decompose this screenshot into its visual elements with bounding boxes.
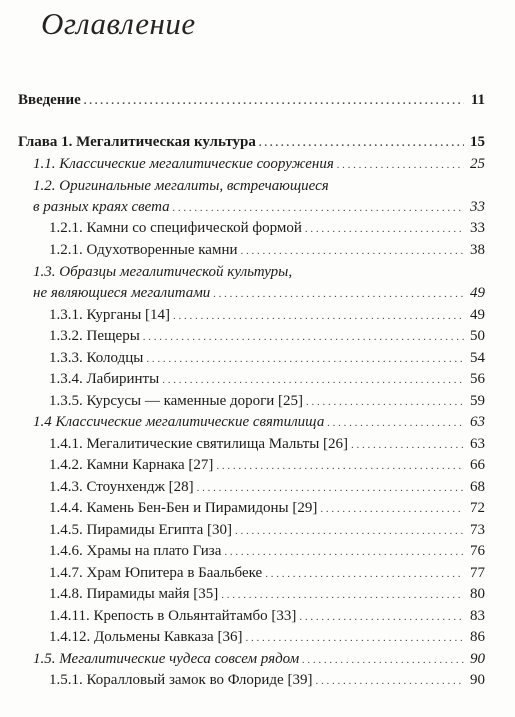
- toc-page-number: 90: [470, 651, 485, 667]
- toc-entry-subsection[interactable]: [49, 220, 485, 238]
- toc-page-number: 59: [470, 393, 485, 409]
- toc-page-number: 63: [470, 414, 485, 430]
- toc-entry-title: 1.5.1. Коралловый замок во Флориде [39]: [49, 672, 313, 688]
- toc-entry-title: 1.3.4. Лабиринты: [49, 371, 160, 387]
- toc-entry-title: 1.3.3. Колодцы: [49, 350, 144, 366]
- toc-entry-subsection[interactable]: [49, 586, 485, 604]
- toc-page-number: 77: [470, 565, 485, 581]
- toc-page-number: 38: [470, 242, 485, 258]
- toc-entry-chapter-1[interactable]: [18, 134, 485, 152]
- leader-dots: [241, 243, 465, 260]
- toc-page-number: 33: [470, 199, 485, 215]
- toc-entry-subsection[interactable]: [49, 608, 485, 626]
- toc-entry-section-1-2-line1[interactable]: 1.2. Оригинальные мегалиты, встречающиеся: [33, 178, 329, 194]
- toc-entry-subsection[interactable]: [49, 457, 485, 475]
- toc-entry-section-1-5[interactable]: [33, 651, 485, 669]
- leader-dots: [173, 200, 464, 217]
- toc-page-number: 63: [470, 436, 485, 452]
- toc-page-number: 49: [470, 285, 485, 301]
- page-title: Оглавление: [41, 6, 196, 41]
- toc-entry-title: 1.3.1. Курганы [14]: [49, 307, 171, 323]
- leader-dots: [173, 308, 464, 325]
- leader-dots: [213, 286, 464, 303]
- leader-dots: [327, 415, 464, 432]
- toc-entry-section-1-3[interactable]: [33, 285, 485, 303]
- toc-page-number: 83: [470, 608, 485, 624]
- toc-entry-subsection[interactable]: [49, 350, 485, 368]
- leader-dots: [235, 523, 464, 540]
- toc-entry-title: 1.4.7. Храм Юпитера в Баальбеке: [49, 565, 263, 581]
- toc-entry-subsection[interactable]: [49, 479, 485, 497]
- toc-entry-subsection[interactable]: [49, 307, 485, 325]
- leader-dots: [245, 630, 464, 647]
- toc-page-number: 56: [470, 371, 485, 387]
- toc-entry-title: 1.4.1. Мегалитические святилища Мальты [26]: [49, 436, 349, 452]
- toc-page-number: 80: [470, 586, 485, 602]
- toc-entry-title: 1.4.12. Дольмены Кавказа [36]: [49, 629, 243, 645]
- leader-dots: [305, 221, 464, 238]
- toc-page-number: 76: [470, 543, 485, 559]
- leader-dots: [221, 587, 464, 604]
- toc-entry-title: 1.4.6. Храмы на плато Гиза: [49, 543, 222, 559]
- leader-dots: [224, 544, 464, 561]
- leader-dots: [162, 372, 464, 389]
- leader-dots: [143, 329, 464, 346]
- leader-dots: [351, 437, 464, 454]
- leader-dots: [84, 93, 464, 110]
- leader-dots: [259, 135, 464, 152]
- toc-entry-title: 1.4.2. Камни Карнака [27]: [49, 457, 214, 473]
- leader-dots: [197, 480, 464, 497]
- toc-entry-subsection[interactable]: [49, 629, 485, 647]
- toc-entry-subsection[interactable]: [49, 500, 485, 518]
- toc-page-number: 49: [470, 307, 485, 323]
- toc-page-number: 72: [470, 500, 485, 516]
- toc-entry-title: 1.5. Мегалитические чудеса совсем рядом: [33, 651, 300, 667]
- toc-entry-title: 1.3.5. Курсусы — каменные дороги [25]: [49, 393, 304, 409]
- toc-entry-subsection[interactable]: [49, 328, 485, 346]
- toc-page-number: 66: [470, 457, 485, 473]
- toc-page-number: 73: [470, 522, 485, 538]
- leader-dots: [216, 458, 464, 475]
- toc-entry-section-1-4[interactable]: [33, 414, 485, 432]
- toc-entry-section-1-1[interactable]: [33, 156, 485, 174]
- toc-entry-title: 1.2.1. Одухотворенные камни: [49, 242, 238, 258]
- toc-page-number: 15: [470, 134, 485, 150]
- toc-entry-title: 1.4.8. Пирамиды майя [35]: [49, 586, 219, 602]
- toc-entry-title: Глава 1. Мегалитическая культура: [18, 134, 256, 150]
- toc-entry-subsection[interactable]: [49, 672, 485, 690]
- toc-entry-section-1-3-line1[interactable]: 1.3. Образцы мегалитической культуры,: [33, 264, 293, 280]
- toc-entry-title: 1.4.3. Стоунхендж [28]: [49, 479, 194, 495]
- leader-dots: [320, 501, 464, 518]
- toc-page-number: 68: [470, 479, 485, 495]
- toc-entry-subsection[interactable]: [49, 393, 485, 411]
- toc-entry-title: 1.4.5. Пирамиды Египта [30]: [49, 522, 233, 538]
- leader-dots: [299, 609, 464, 626]
- leader-dots: [146, 351, 464, 368]
- toc-entry-title: 1.4.4. Камень Бен-Бен и Пирамидоны [29]: [49, 500, 318, 516]
- toc-entry-title: не являющиеся мегалитами: [33, 285, 211, 301]
- toc-entry-subsection[interactable]: [49, 565, 485, 583]
- toc-page-number: 33: [470, 220, 485, 236]
- toc-page-number: 90: [470, 672, 485, 688]
- toc-page-number: 86: [470, 629, 485, 645]
- toc-entry-title: Введение: [18, 92, 81, 108]
- toc-page-number: 50: [470, 328, 485, 344]
- toc-entry-title: 1.2.1. Камни со специфической формой: [49, 220, 302, 236]
- leader-dots: [306, 394, 464, 411]
- leader-dots: [337, 157, 464, 174]
- toc-entry-subsection[interactable]: [49, 522, 485, 540]
- toc-entry-title: 1.4.11. Крепость в Ольянтайтамбо [33]: [49, 608, 297, 624]
- leader-dots: [302, 652, 464, 669]
- toc-entry-subsection[interactable]: [49, 371, 485, 389]
- toc-entry-title: 1.1. Классические мегалитические сооружения: [33, 156, 334, 172]
- toc-entry-introduction[interactable]: [18, 92, 485, 110]
- toc-entry-subsection[interactable]: [49, 242, 485, 260]
- toc-page-number: 25: [470, 156, 485, 172]
- leader-dots: [265, 566, 464, 583]
- toc-entry-title: 1.3.2. Пещеры: [49, 328, 140, 344]
- toc-entry-title: 1.4 Классические мегалитические святилища: [33, 414, 325, 430]
- toc-entry-subsection[interactable]: [49, 436, 485, 454]
- toc-entry-subsection[interactable]: [49, 543, 485, 561]
- leader-dots: [315, 673, 464, 690]
- toc-entry-section-1-2[interactable]: [33, 199, 485, 217]
- toc-entry-title: в разных краях света: [33, 199, 170, 215]
- toc-page-number: 54: [470, 350, 485, 366]
- toc-page-number: 11: [470, 92, 485, 108]
